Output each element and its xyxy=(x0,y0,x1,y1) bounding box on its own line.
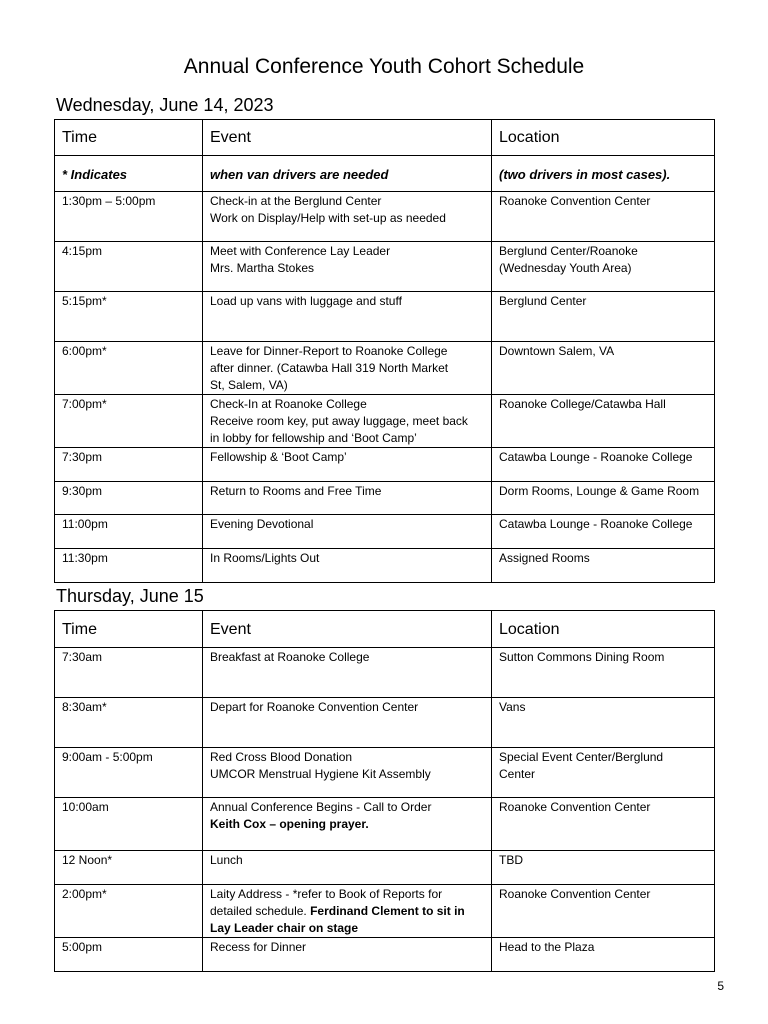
location-cell xyxy=(492,648,715,698)
location-line: Berglund Center xyxy=(499,294,587,308)
table-row xyxy=(55,698,715,748)
table-row xyxy=(55,482,715,515)
header-location: Location xyxy=(492,611,715,648)
location-cell xyxy=(492,748,715,798)
page-number: 5 xyxy=(717,979,724,993)
event-cell xyxy=(203,748,492,798)
event-line: in lobby for fellowship and ‘Boot Camp’ xyxy=(210,431,417,445)
location-cell xyxy=(492,395,715,448)
event-line: after dinner. (Catawba Hall 319 North Market xyxy=(210,361,449,375)
event-cell xyxy=(203,292,492,342)
event-line: Load up vans with luggage and stuff xyxy=(210,294,402,308)
time-cell: 5:00pm xyxy=(55,938,203,972)
event-line-bold: Keith Cox – opening prayer. xyxy=(210,817,369,831)
location-cell xyxy=(492,938,715,972)
time-cell: 6:00pm* xyxy=(55,342,203,395)
time-cell: 8:30am* xyxy=(55,698,203,748)
event-cell xyxy=(203,698,492,748)
location-cell xyxy=(492,482,715,515)
event-cell xyxy=(203,648,492,698)
day-heading-thursday: Thursday, June 15 xyxy=(56,586,204,606)
location-line: Roanoke College/Catawba Hall xyxy=(499,397,666,411)
note-indicates: * Indicates xyxy=(55,156,203,192)
location-cell xyxy=(492,549,715,583)
time-cell: 10:00am xyxy=(55,798,203,851)
table-header-row xyxy=(55,120,715,156)
header-time: Time xyxy=(55,120,203,156)
location-cell xyxy=(492,698,715,748)
location-cell xyxy=(492,515,715,549)
event-cell xyxy=(203,448,492,482)
event-line: Leave for Dinner-Report to Roanoke College xyxy=(210,344,448,358)
event-cell xyxy=(203,885,492,938)
time-cell: 11:30pm xyxy=(55,549,203,583)
event-cell xyxy=(203,798,492,851)
time-cell: 7:30pm xyxy=(55,448,203,482)
location-line: Downtown Salem, VA xyxy=(499,344,615,358)
table-row xyxy=(55,549,715,583)
time-cell: 7:00pm* xyxy=(55,395,203,448)
table-row xyxy=(55,798,715,851)
time-cell: 1:30pm – 5:00pm xyxy=(55,192,203,242)
event-line: In Rooms/Lights Out xyxy=(210,551,320,565)
event-line: Fellowship & ‘Boot Camp’ xyxy=(210,450,347,464)
event-line: Receive room key, put away luggage, meet back xyxy=(210,414,468,428)
time-cell: 11:00pm xyxy=(55,515,203,549)
event-line: Annual Conference Begins - Call to Order xyxy=(210,800,432,814)
header-time: Time xyxy=(55,611,203,648)
note-row xyxy=(55,156,715,192)
event-cell xyxy=(203,395,492,448)
header-location: Location xyxy=(492,120,715,156)
location-line: Sutton Commons Dining Room xyxy=(499,650,665,664)
event-line: Mrs. Martha Stokes xyxy=(210,261,315,275)
location-line: Roanoke Convention Center xyxy=(499,194,651,208)
location-line: Roanoke Convention Center xyxy=(499,887,651,901)
time-cell: 4:15pm xyxy=(55,242,203,292)
location-cell xyxy=(492,342,715,395)
event-line: Laity Address - *refer to Book of Reports for xyxy=(210,887,443,901)
location-line: TBD xyxy=(499,853,523,867)
location-line: Catawba Lounge - Roanoke College xyxy=(499,450,693,464)
location-line: Center xyxy=(499,767,536,781)
location-line: Berglund Center/Roanoke xyxy=(499,244,638,258)
event-line: St, Salem, VA) xyxy=(210,378,288,392)
time-cell: 5:15pm* xyxy=(55,292,203,342)
event-line-bold: Lay Leader chair on stage xyxy=(210,921,359,935)
event-cell xyxy=(203,549,492,583)
day-heading-wednesday: Wednesday, June 14, 2023 xyxy=(56,95,274,115)
note-two-drivers: (two drivers in most cases). xyxy=(492,156,715,192)
event-line: Return to Rooms and Free Time xyxy=(210,484,382,498)
location-cell xyxy=(492,798,715,851)
table-row xyxy=(55,885,715,938)
event-cell xyxy=(203,192,492,242)
event-line: UMCOR Menstrual Hygiene Kit Assembly xyxy=(210,767,431,781)
event-line: Breakfast at Roanoke College xyxy=(210,650,370,664)
table-row xyxy=(55,748,715,798)
time-cell: 12 Noon* xyxy=(55,851,203,885)
event-cell xyxy=(203,515,492,549)
time-cell: 2:00pm* xyxy=(55,885,203,938)
location-cell xyxy=(492,851,715,885)
table-row xyxy=(55,648,715,698)
event-line xyxy=(210,903,484,920)
event-cell xyxy=(203,851,492,885)
schedule-table-thursday xyxy=(54,610,715,972)
event-text: detailed schedule. xyxy=(210,904,311,918)
event-line: Recess for Dinner xyxy=(210,940,307,954)
event-line: Meet with Conference Lay Leader xyxy=(210,244,391,258)
location-line: Catawba Lounge - Roanoke College xyxy=(499,517,693,531)
event-cell xyxy=(203,342,492,395)
location-cell xyxy=(492,292,715,342)
header-event: Event xyxy=(203,611,492,648)
event-line: Depart for Roanoke Convention Center xyxy=(210,700,419,714)
location-line: Vans xyxy=(499,700,526,714)
location-line: Roanoke Convention Center xyxy=(499,800,651,814)
event-line: Evening Devotional xyxy=(210,517,314,531)
table-row xyxy=(55,292,715,342)
location-cell xyxy=(492,448,715,482)
table-row xyxy=(55,938,715,972)
event-cell xyxy=(203,482,492,515)
table-header-row xyxy=(55,611,715,648)
location-line: Dorm Rooms, Lounge & Game Room xyxy=(499,484,700,498)
event-line: Lunch xyxy=(210,853,243,867)
header-event: Event xyxy=(203,120,492,156)
schedule-table-wednesday xyxy=(54,119,715,583)
event-line: Check-in at the Berglund Center xyxy=(210,194,382,208)
location-line: Head to the Plaza xyxy=(499,940,595,954)
table-row xyxy=(55,242,715,292)
location-line: Special Event Center/Berglund xyxy=(499,750,664,764)
time-cell: 9:00am - 5:00pm xyxy=(55,748,203,798)
location-cell xyxy=(492,242,715,292)
table-row xyxy=(55,448,715,482)
location-cell xyxy=(492,192,715,242)
location-cell xyxy=(492,885,715,938)
note-van-drivers: when van drivers are needed xyxy=(203,156,492,192)
table-row xyxy=(55,515,715,549)
event-line: Check-In at Roanoke College xyxy=(210,397,367,411)
table-row xyxy=(55,851,715,885)
event-cell xyxy=(203,938,492,972)
time-cell: 7:30am xyxy=(55,648,203,698)
table-row xyxy=(55,395,715,448)
event-text-bold: Ferdinand Clement to sit in xyxy=(310,904,465,918)
page-title: Annual Conference Youth Cohort Schedule xyxy=(183,55,585,78)
event-line: Red Cross Blood Donation xyxy=(210,750,353,764)
table-row xyxy=(55,192,715,242)
event-line: Work on Display/Help with set-up as needed xyxy=(210,211,446,225)
location-line: (Wednesday Youth Area) xyxy=(499,261,632,275)
location-line: Assigned Rooms xyxy=(499,551,590,565)
time-cell: 9:30pm xyxy=(55,482,203,515)
table-row xyxy=(55,342,715,395)
event-cell xyxy=(203,242,492,292)
